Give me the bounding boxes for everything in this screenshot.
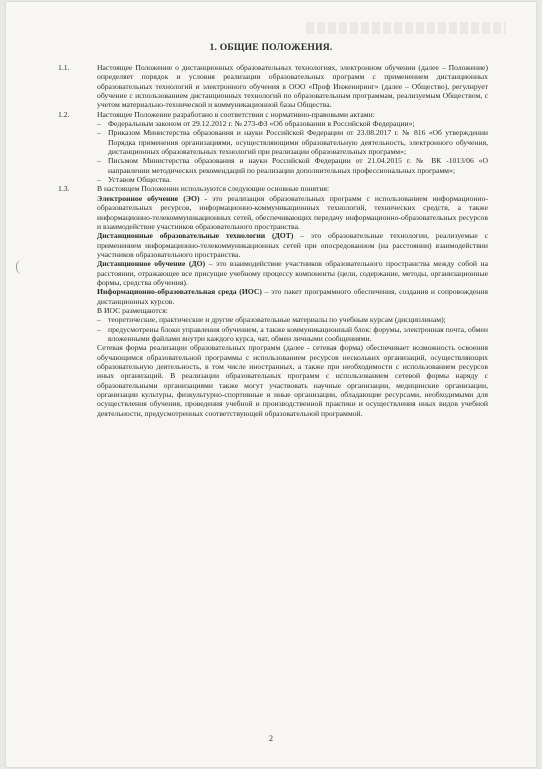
dash-marker: – [97, 128, 101, 138]
list-item [97, 156, 488, 175]
list-item-text: Уставом Общества. [108, 175, 172, 185]
dash-marker: – [97, 315, 101, 325]
faint-bleed-through [306, 22, 506, 34]
definition-ios [97, 287, 488, 306]
clause-text: Настоящее Положение о дистанционных образовательных технологиях, электронном обучении (далее – Положение) определяет порядок и условия реализации образовательных программ с применением дистанционных образовательных технологий и электронного обучения в ООО «Проф Инжениринг» (далее – Общество), регулирует обучение с использованием дистанционных технологий по образовательным программам, реализуемым Обществом, с учетом материально-технической и коммуникационной базы Общества. [97, 63, 488, 110]
ios-intro: В ИОС размещаются: [97, 305, 168, 315]
clause-1-2 [58, 110, 488, 185]
clause-body [97, 110, 488, 185]
definition-dot [97, 231, 488, 259]
dash-marker: – [97, 175, 101, 185]
term-name: Дистанционные образовательные технологии (ДОТ) [97, 231, 294, 241]
term-name: Дистанционное обучение (ДО) [97, 259, 206, 269]
clause-intro: В настоящем Положении используются следующие основные понятия: [97, 184, 330, 194]
list-item-text: Письмом Министерства образования и науки Российской Федерации от 21.04.2015 г. № ВК -1013/06 «О направлении методических рекомендаций по реализации дополнительных профессиональных программ»; [108, 156, 488, 175]
list-item [97, 175, 488, 184]
list-item [97, 128, 488, 156]
dash-marker: – [97, 324, 101, 334]
list-item [97, 315, 488, 324]
dash-marker: – [97, 119, 101, 129]
clause-number: 1.2. [58, 109, 70, 119]
definition-do [97, 259, 488, 287]
section-heading: 1. ОБЩИЕ ПОЛОЖЕНИЯ. [209, 42, 333, 53]
term-definition: это реализация образовательных программ с использованием информационно-образовательных ресурсов, информационно-коммуникационных технологий, технических средств, а также информационно-телекоммуникационных сетей, обеспечивающих передачу информационно-образовательных ресурсов и взаимодействие участников образовательного пространства. [97, 193, 488, 231]
document-page [6, 2, 536, 767]
clause-body [97, 184, 488, 418]
list-item [97, 119, 488, 128]
term-name: Информационно-образовательная среда (ИОС) [97, 287, 262, 297]
clause-1-1 [58, 63, 488, 110]
definition-eo [97, 194, 488, 231]
clause-intro: Настоящее Положение разработано в соответствии с нормативно-правовыми актами: [97, 109, 375, 119]
clause-number: 1.1. [58, 63, 70, 72]
term-definition: – это образовательные технологии, реализуемые с применением информационно-телекоммуникационных сетей при опосредованном (на расстоянии) взаимодействии участников образовательного пространства. [97, 231, 489, 259]
clause-number: 1.3. [58, 184, 70, 194]
term-name: Электронное обучение (ЭО) - [97, 193, 208, 203]
network-form-paragraph: Сетевая форма реализации образовательных программ (далее - сетевая форма) обеспечивает возможность освоения обучающимся образовательной программы с использованием ресурсов нескольких организаций, осуществляющих образовательную деятельность, в том числе иностранных, а также при необходимости с использованием ресурсов иных организаций. В реализации образовательных программ с использованием сетевой формы наряду с образовательными организациями также могут участвовать научные организации, медицинские организации, организации культуры, физкультурно-спортивные и иные организации, обладающие ресурсами, необходимыми для осуществления обучения, проведения учебной и производственной практики и осуществления иных видов учебной деятельности, предусмотренных соответствующей образовательной программой. [97, 343, 488, 418]
term-definition: – это пакет программного обеспечения, создания и сопровождения дистанционных курсов. [97, 287, 488, 306]
list-item-text: теоретические, практические и другие образовательные материалы по учебным курсам (дисциплинам); [108, 315, 446, 325]
clause-1-3 [58, 184, 488, 418]
dash-marker: – [97, 156, 101, 166]
list-item [97, 325, 488, 344]
document-body [58, 63, 488, 418]
page-number: 2 [269, 734, 273, 743]
list-item-text: Федеральным законом от 29.12.2012 г. № 273-ФЗ «Об образовании в Российской Федерации»; [108, 119, 415, 129]
list-item-text: Приказом Министерства образования и науки Российской Федерации от 23.08.2017 г. № 816 «Об утверждении Порядка применения организациями, осуществляющими образовательную деятельность, электронного обучения, дистанционных образовательных технологий при реализации образовательных программ»; [108, 128, 488, 157]
list-item-text: предусмотрены блоки управления обучением, а также коммуникационный блок: форумы, электронная почта, обмен вложенными файлами внутри каждого курса, чат, обмен личными сообщениями. [108, 324, 488, 343]
term-definition: – это взаимодействие участников образовательного пространства между собой на расстоянии, отражающее все присущие учебному процессу компоненты (цели, содержание, методы, организационные формы, средства обучения). [97, 259, 488, 287]
punch-hole-mark [16, 260, 23, 274]
